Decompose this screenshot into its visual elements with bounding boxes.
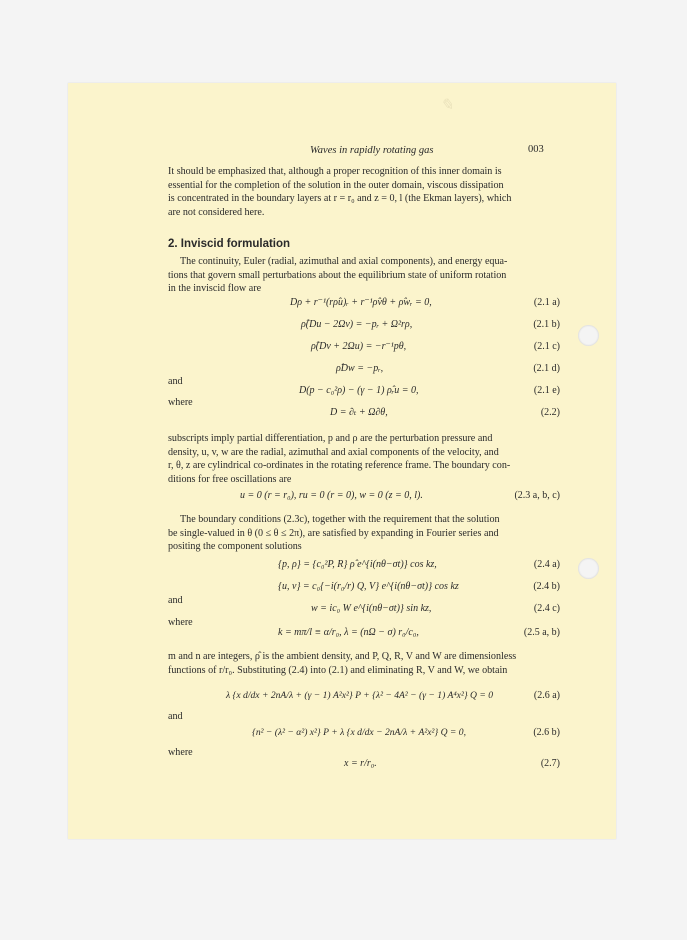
bleed-through-handwriting: ✎ — [440, 95, 454, 114]
text-line: essential for the completion of the solution in the outer domain, viscous dissipation — [168, 179, 504, 191]
text-line: functions of r/r₀. Substituting (2.4) into (2.1) and eliminating R, V and W, we obtain — [168, 664, 508, 676]
label-where: where — [168, 397, 193, 408]
equation-2-6b: {n² − (λ² − α²) x²} P + λ {x d/dx − 2nA/λ + A²x²} Q = 0, — [252, 727, 466, 738]
equation-number: (2.5 a, b) — [523, 627, 560, 638]
intro-paragraph — [168, 165, 560, 219]
text-line: tions that govern small perturbations about the equilibrium state of uniform rotation — [168, 269, 507, 281]
equation-number: (2.6 a) — [533, 690, 560, 701]
equation-number: (2.4 c) — [533, 603, 560, 614]
paragraph-substitution — [168, 650, 560, 677]
text-line: be single-valued in θ (0 ≤ θ ≤ 2π), are satisfied by expanding in Fourier series and — [168, 527, 499, 539]
text-line: is concentrated in the boundary layers at r = r₀ and z = 0, l (the Ekman layers), which — [168, 193, 512, 205]
equation-2-4c: w = ic₀ W e^{i(nθ−σt)} sin kz, — [311, 603, 432, 614]
label-and: and — [168, 595, 183, 606]
equation-number: (2.1 d) — [533, 363, 560, 374]
equation-2-1b: ρ̂(Du − 2Ωv) = −pᵣ + Ω²rρ, — [301, 319, 413, 330]
label-and: and — [168, 711, 183, 722]
equation-number: (2.1 c) — [533, 341, 560, 352]
punch-hole-upper — [578, 325, 599, 346]
text-line: are not considered here. — [168, 206, 265, 218]
text-line: m and n are integers, ρ̂ is the ambient density, and P, Q, R, V and W are dimensionless — [168, 651, 517, 662]
section-heading: 2. Inviscid formulation — [168, 238, 291, 250]
text-line: ditions for free oscillations are — [168, 473, 292, 485]
label-where: where — [168, 617, 193, 628]
equation-number: (2.6 b) — [533, 727, 560, 738]
text-line: r, θ, z are cylindrical co-ordinates in the rotating reference frame. The boundary con- — [168, 460, 511, 472]
equation-number: (2.1 a) — [533, 297, 560, 308]
text-line: subscripts imply partial differentiation, p and ρ are the perturbation pressure and — [168, 433, 493, 444]
equation-number: (2.1 b) — [533, 319, 560, 330]
equation-2-7: x = r/r₀. — [344, 758, 377, 769]
equation-2-1d: ρ̂Dw = −pᵣ, — [336, 363, 384, 374]
equation-number: (2.4 b) — [533, 581, 560, 592]
equation-number: (2.7) — [540, 758, 560, 769]
equation-2-5: k = mπ/l ≡ α/r₀, λ = (nΩ − σ) r₀/c₀, — [278, 627, 419, 638]
text-line: The continuity, Euler (radial, azimuthal and axial components), and energy equa- — [180, 256, 508, 267]
equation-number: (2.3 a, b, c) — [514, 490, 560, 501]
paragraph-notation — [168, 432, 560, 486]
paragraph-governing-equations — [168, 255, 560, 296]
text-line: density, u, v, w are the radial, azimuthal and axial components of the velocity, and — [168, 446, 499, 458]
paper-sheet — [68, 83, 616, 839]
equation-2-6a: λ {x d/dx + 2nA/λ + (γ − 1) A²x²} P + {λ² − 4A² − (γ − 1) A⁴x²} Q = 0 — [226, 690, 494, 701]
text-line: in the inviscid flow are — [168, 283, 262, 295]
paragraph-fourier — [168, 513, 560, 554]
text-line: positing the component solutions — [168, 541, 302, 553]
equation-2-1e: D(p − c₀²ρ) − (γ − 1) ρ̂ᵣu = 0, — [299, 385, 419, 396]
punch-hole-lower — [578, 558, 599, 579]
equation-2-4a: {p, ρ} = {c₀²P, R} ρ̂ e^{i(nθ−σt)} cos kz, — [278, 559, 437, 570]
equation-number: (2.2) — [540, 407, 560, 418]
equation-2-3: u = 0 (r = r₀), ru = 0 (r = 0), w = 0 (z = 0, l). — [240, 490, 423, 501]
text-line: The boundary conditions (2.3c), together with the requirement that the solution — [180, 514, 500, 525]
equation-2-1a: Dρ + r⁻¹(rρ̂u)ᵣ + r⁻¹ρ̂vθ + ρ̂wᵣ = 0, — [290, 297, 432, 308]
equation-2-4b: {u, v} = c₀{−i(r₀/r) Q, V} e^{i(nθ−σt)} cos kz — [278, 581, 459, 592]
label-and: and — [168, 376, 183, 387]
equation-2-1c: ρ̂(Dv + 2Ωu) = −r⁻¹pθ, — [311, 341, 407, 352]
running-title: Waves in rapidly rotating gas — [310, 145, 434, 156]
equation-number: (2.1 e) — [533, 385, 560, 396]
label-where: where — [168, 747, 193, 758]
page-number: 003 — [528, 144, 544, 155]
equation-2-2: D = ∂ₜ + Ω∂θ, — [330, 407, 388, 418]
text-line: It should be emphasized that, although a proper recognition of this inner domain is — [168, 166, 502, 177]
equation-number: (2.4 a) — [533, 559, 560, 570]
